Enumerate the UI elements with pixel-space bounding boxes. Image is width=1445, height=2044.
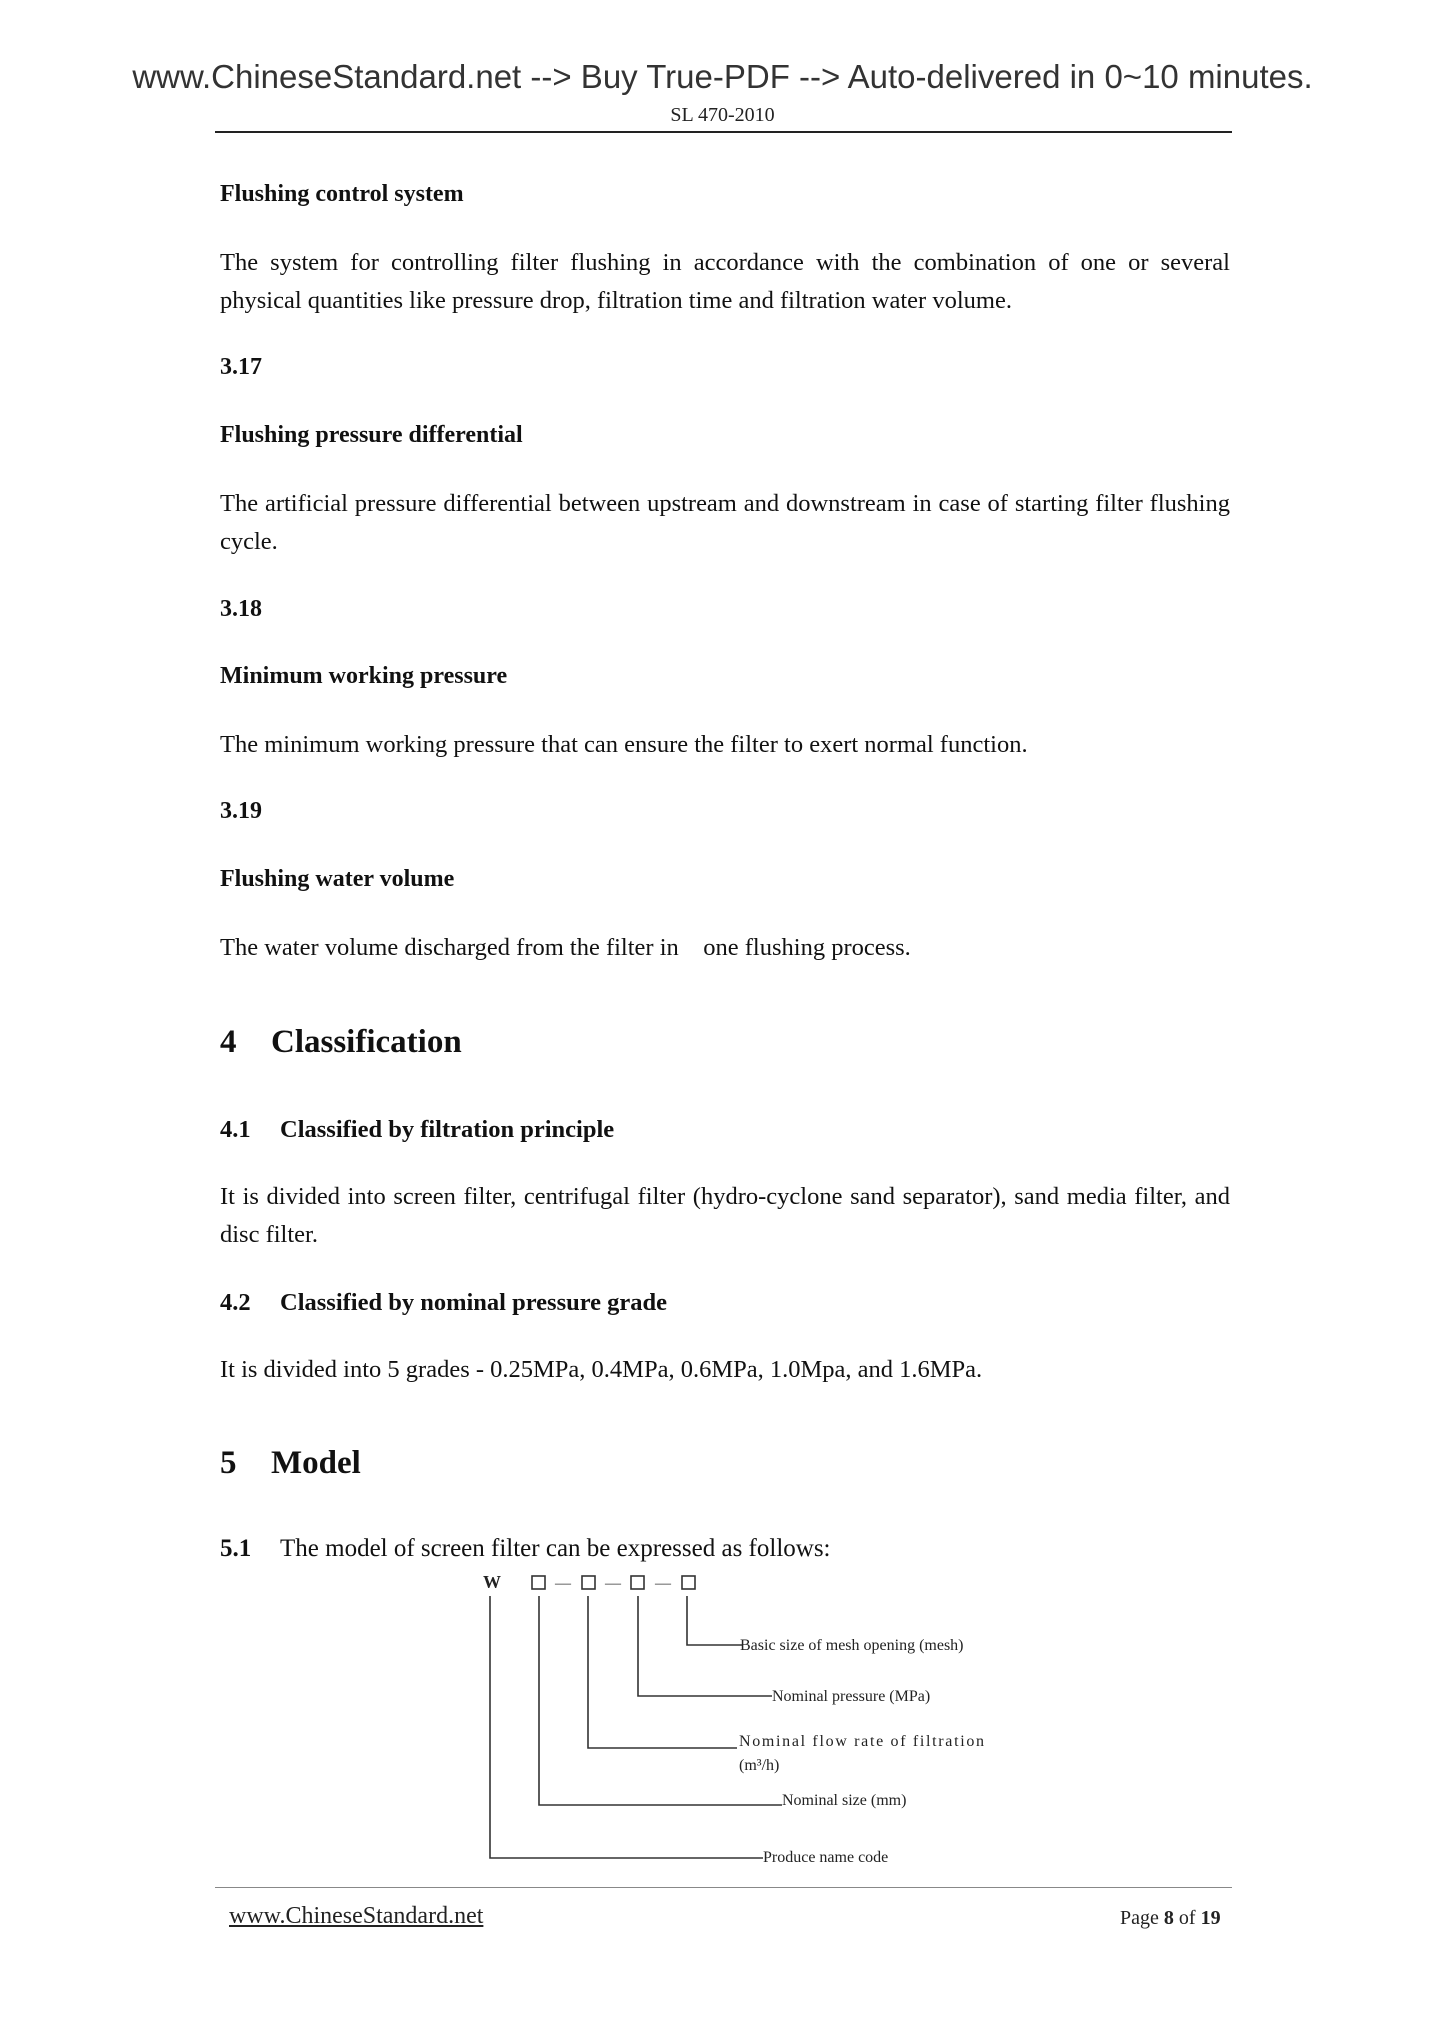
model-field-box-size <box>532 1576 545 1589</box>
term-title-flushing-water-volume: Flushing water volume <box>220 866 455 892</box>
label-flow-line1: Nominal flow rate of filtration <box>739 1733 984 1750</box>
clause-number-3-19: 3.19 <box>220 798 262 824</box>
model-field-box-flow <box>582 1576 595 1589</box>
page-prefix: Page <box>1120 1907 1159 1929</box>
footer-link[interactable]: www.ChineseStandard.net <box>229 1903 484 1929</box>
page-total: 19 <box>1200 1907 1221 1929</box>
subsection-number: 4.2 <box>220 1289 251 1316</box>
section-title: Model <box>271 1445 361 1481</box>
term-definition-minimum-working-pressure: The minimum working pressure that can ensure the filter to exert normal function. <box>220 731 1028 758</box>
label-mesh: Basic size of mesh opening (mesh) <box>740 1637 964 1654</box>
page-number <box>1120 1907 1221 1930</box>
subsection-title: Classified by filtration principle <box>280 1116 615 1143</box>
model-dash: — <box>655 1575 671 1592</box>
term-title-minimum-working-pressure: Minimum working pressure <box>220 663 508 689</box>
term-title-flushing-control-system: Flushing control system <box>220 181 464 207</box>
leader-line-flow <box>588 1596 737 1748</box>
term-definition-flushing-water-volume: The water volume discharged from the filter in one flushing process. <box>220 934 911 961</box>
leader-line-mesh <box>687 1596 742 1645</box>
page-current: 8 <box>1163 1907 1174 1929</box>
clause-number-3-17: 3.17 <box>220 354 262 380</box>
section-number: 5 <box>220 1445 237 1481</box>
section-title: Classification <box>271 1024 462 1060</box>
model-dash: — <box>555 1575 571 1592</box>
model-field-box-mesh <box>682 1576 695 1589</box>
term-definition-flushing-control-system: The system for controlling filter flushing in accordance with the combination of one or several physical quantities like pressure drop, filtration time and filtration water volume. <box>220 249 1230 314</box>
subsection-title: Classified by nominal pressure grade <box>280 1289 668 1316</box>
clause-text: The model of screen filter can be expressed as follows: <box>280 1535 831 1562</box>
footer-rule <box>215 1887 1232 1888</box>
top-banner[interactable]: www.ChineseStandard.net --> Buy True-PDF --> Auto-delivered in 0~10 minutes. <box>132 58 1313 95</box>
clause-number: 5.1 <box>220 1535 252 1562</box>
term-definition-flushing-pressure-differential: The artificial pressure differential between upstream and downstream in case of starting filter flushing cycle. <box>220 490 1230 555</box>
subsection-number: 4.1 <box>220 1116 251 1143</box>
document-id: SL 470-2010 <box>670 104 775 126</box>
term-title-flushing-pressure-differential: Flushing pressure differential <box>220 422 523 448</box>
leader-line-product <box>490 1596 763 1858</box>
model-code-letter: W <box>483 1572 501 1592</box>
section-number: 4 <box>220 1024 237 1060</box>
paragraph-4-2: It is divided into 5 grades - 0.25MPa, 0.4MPa, 0.6MPa, 1.0Mpa, and 1.6MPa. <box>220 1356 983 1383</box>
clause-number-3-18: 3.18 <box>220 596 262 622</box>
label-size: Nominal size (mm) <box>782 1792 907 1809</box>
model-field-box-pressure <box>631 1576 644 1589</box>
label-pressure: Nominal pressure (MPa) <box>772 1688 931 1705</box>
model-dash: — <box>605 1575 621 1592</box>
label-flow-line2: (m³/h) <box>739 1757 780 1774</box>
label-product: Produce name code <box>763 1849 889 1866</box>
paragraph-4-1: It is divided into screen filter, centrifugal filter (hydro-cyclone sand separator), sand media filter, and disc filter. <box>220 1183 1230 1248</box>
page-of: of <box>1178 1907 1196 1929</box>
